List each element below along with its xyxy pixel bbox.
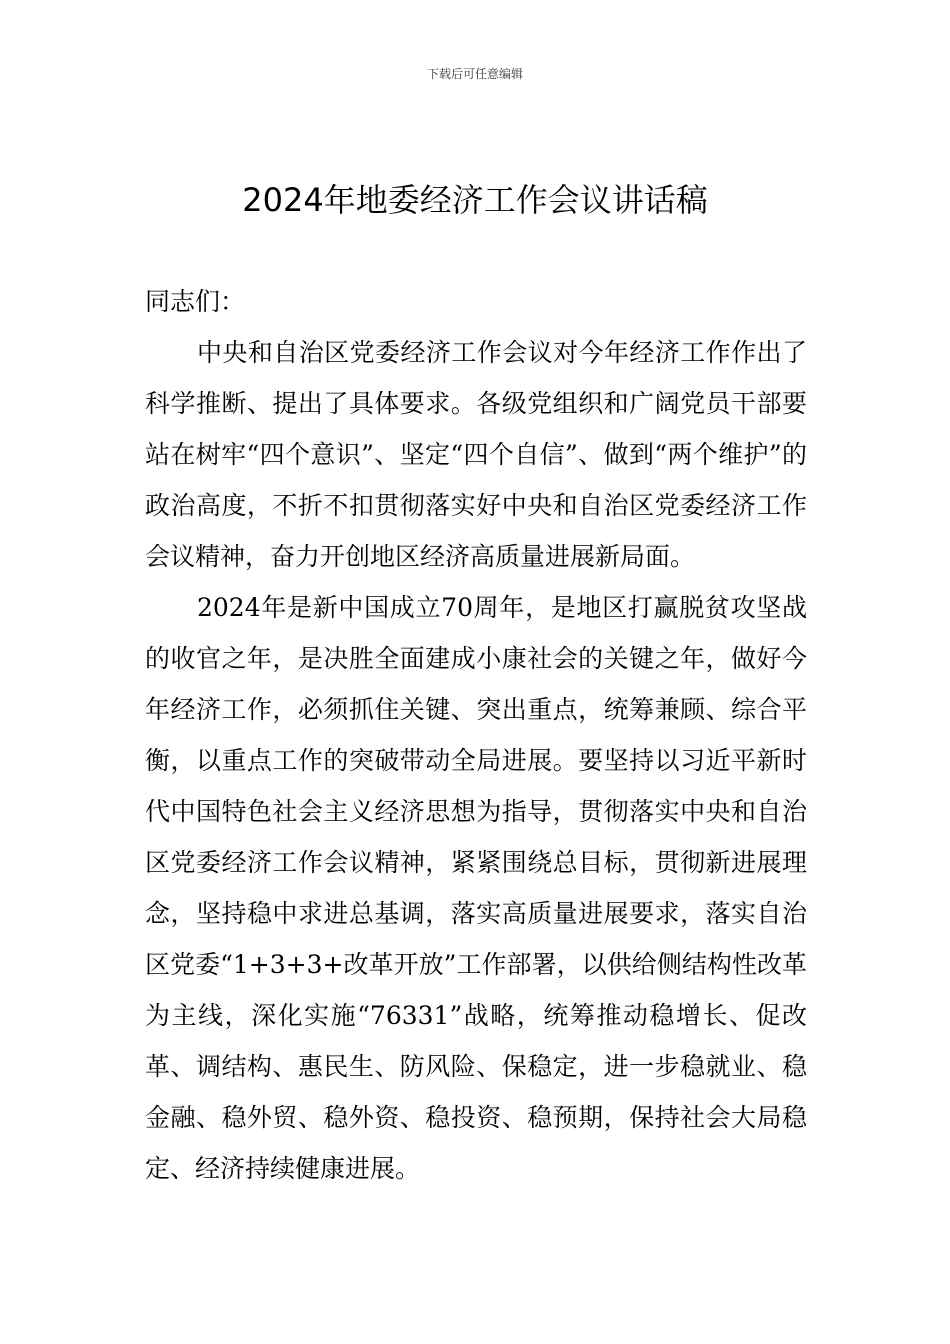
document-title: 2024年地委经济工作会议讲话稿 (242, 181, 708, 219)
document-body (145, 276, 807, 1194)
paragraph: 中央和自治区党委经济工作会议对今年经济工作作出了科学推断、提出了具体要求。各级党组织和广阔党员干部要站在树牢“四个意识”、坚定“四个自信”、做到“两个维护”的政治高度，不折不扣贯彻落实好中央和自治区党委经济工作会议精神，奋力开创地区经济高质量进展新局面。 (145, 338, 807, 571)
salutation: 同志们： (145, 287, 246, 316)
header-note: 下载后可任意编辑 (426, 67, 523, 81)
paragraph: 2024年是新中国成立70周年，是地区打赢脱贫攻坚战的收官之年，是决胜全面建成小康社会的关键之年，做好今年经济工作，必须抓住关键、突出重点，统筹兼顾、综合平衡，以重点工作的突破带动全局进展。要坚持以习近平新时代中国特色社会主义经济思想为指导，贯彻落实中央和自治区党委经济工作会议精神，紧紧围绕总目标，贯彻新进展理念，坚持稳中求进总基调，落实高质量进展要求，落实自治区党委“1+3+3+改革开放”工作部署，以供给侧结构性改革为主线，深化实施“76331”战略，统筹推动稳增长、促改革、调结构、惠民生、防风险、保稳定，进一步稳就业、稳金融、稳外贸、稳外资、稳投资、稳预期，保持社会大局稳定、经济持续健康进展。 (145, 593, 807, 1183)
